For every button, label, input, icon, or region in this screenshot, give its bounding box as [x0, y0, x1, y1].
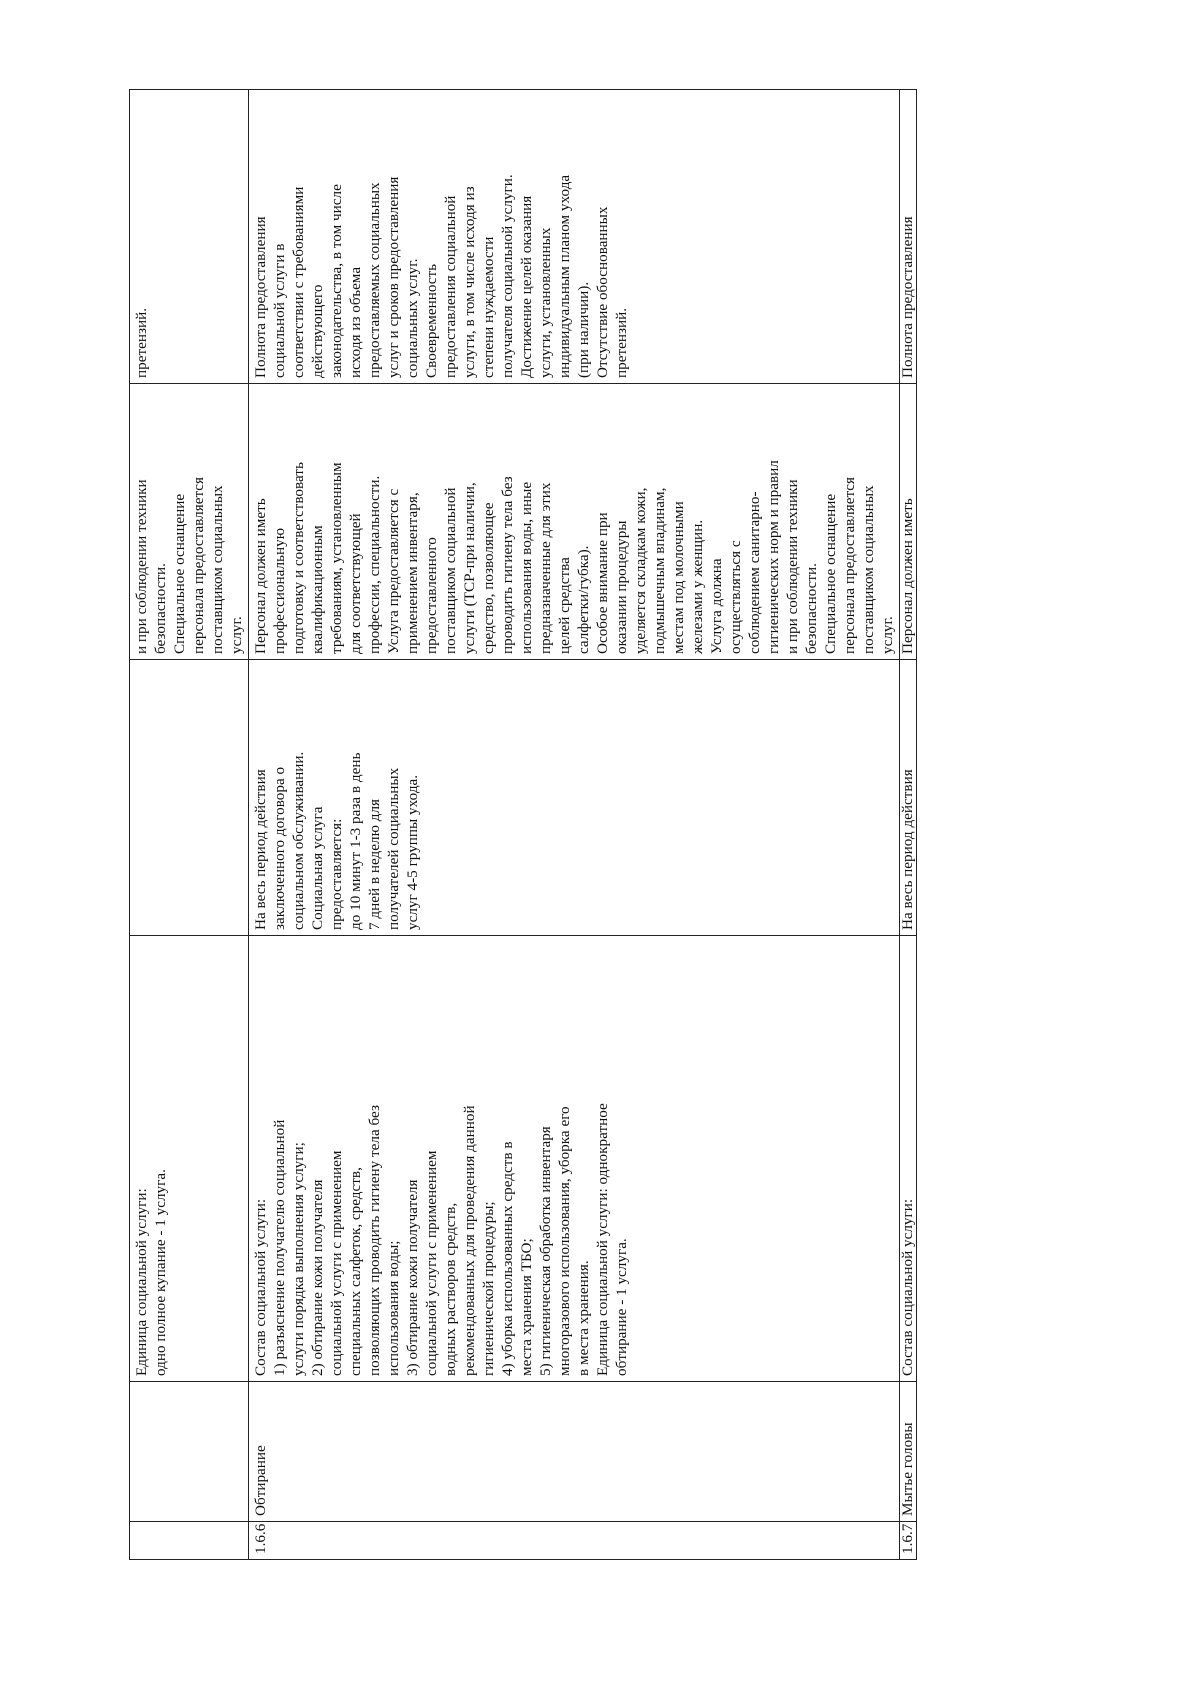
quality-indicators-cell — [130, 384, 249, 660]
row-number: 1.6.6 — [252, 1523, 269, 1554]
cell-text-line: водных растворов средств, — [442, 1202, 459, 1376]
service-content-cell — [900, 936, 917, 1382]
cell-text-line: (при наличии). — [575, 281, 592, 378]
cell-text-line: Отсутствие обоснованных — [594, 206, 611, 378]
rotated-table-sheet — [129, 90, 1087, 1560]
cell-text-line: социальной услуги с применением — [423, 1150, 440, 1376]
cell-text-line: и при соблюдении техники — [784, 479, 801, 654]
cell-text-line: требованиям, установленным — [328, 462, 345, 654]
cell-text-line: На весь период действия — [899, 769, 916, 930]
cell-text-line: Достижение целей оказания — [518, 195, 535, 378]
service-name-cell — [249, 1382, 900, 1522]
cell-text-line: индивидуальным планом ухода — [556, 174, 573, 378]
cell-text-line: рекомендованных для проведения данной — [461, 1105, 478, 1376]
cell-text-line: предоставления социальной — [442, 195, 459, 378]
cell-text-line: действующего — [309, 284, 326, 378]
cell-text-line: 7 дней в неделю для — [366, 798, 383, 930]
cell-text-line: предназначенные для этих — [537, 482, 554, 654]
cell-text-line: услуги (ТСР-при наличии, — [461, 482, 478, 654]
table-row — [900, 90, 917, 1560]
cell-text-line: местам под молочными — [670, 501, 687, 654]
cell-text-line: поставщиком социальных — [860, 485, 877, 654]
cell-text-line: социальном обслуживании. — [290, 751, 307, 930]
cell-text-line: безопасности. — [803, 563, 820, 654]
cell-text-line: безопасности. — [152, 563, 169, 654]
cell-text-line: Персонал должен иметь — [899, 498, 916, 654]
cell-text-line: Особое внимание при — [594, 512, 611, 654]
cell-text-line: социальной услуги с применением — [328, 1150, 345, 1376]
cell-text-line: соблюдением санитарно- — [746, 491, 763, 654]
service-terms-cell — [130, 660, 249, 936]
cell-text-line: места хранения ТБО; — [518, 1238, 535, 1376]
cell-text-line: специальных салфеток, средств, — [347, 1167, 364, 1376]
evaluation-conditions-cell — [130, 90, 249, 384]
cell-text-line: гигиенической процедуры; — [480, 1201, 497, 1376]
cell-text-line: одно полное купание - 1 услуга. — [152, 1169, 169, 1376]
cell-text-line: Услуга должна — [708, 558, 725, 654]
row-number-cell — [900, 1522, 917, 1560]
cell-text-line: 5) гигиеническая обработка инвентаря — [537, 1126, 554, 1376]
table-row — [130, 90, 249, 1560]
cell-text-line: предоставленного — [423, 537, 440, 654]
cell-text-line: уделяется складкам кожи, — [632, 487, 649, 654]
service-content-cell — [249, 936, 900, 1382]
cell-text-line: салфетки/губка). — [575, 545, 592, 654]
row-number-cell — [130, 1522, 249, 1560]
cell-text-line: соответствии с требованиями — [290, 186, 307, 378]
cell-text-line: для соответствующей — [347, 513, 364, 654]
cell-text-line: Полнота предоставления — [899, 216, 916, 378]
cell-text-line: поставщиком социальных — [209, 485, 226, 654]
service-terms-cell — [249, 660, 900, 936]
cell-text-line: исходя из объема — [347, 266, 364, 378]
cell-text-line: проводить гигиену тела без — [499, 476, 516, 654]
cell-text-line: Услуга предоставляется с — [385, 488, 402, 654]
cell-text-line: персонала предоставляется — [190, 476, 207, 654]
cell-text-line: и при соблюдении техники — [133, 479, 150, 654]
cell-text-line: социальных услуг. — [404, 258, 421, 378]
cell-text-line: подготовку и соответствовать — [290, 462, 307, 654]
cell-text-line: средство, позволяющее — [480, 502, 497, 654]
cell-text-line: позволяющих проводить гигиену тела без — [366, 1105, 383, 1376]
cell-text-line: гигиенических норм и правил — [765, 460, 782, 654]
cell-text-line: услуг. — [879, 616, 896, 654]
cell-text-line: до 10 минут 1-3 раза в день — [347, 752, 364, 930]
cell-text-line: целей средства — [556, 557, 573, 654]
cell-text-line: подмышечным впадинам, — [651, 487, 668, 654]
cell-text-line: Единица социальной услуги: однократное — [594, 1103, 611, 1376]
cell-text-line: услуги порядка выполнения услуги; — [290, 1142, 307, 1376]
cell-text-line: социальной услуги в — [271, 243, 288, 378]
table-row — [249, 90, 900, 1560]
cell-text-line: получателя социальной услуги. — [499, 174, 516, 378]
cell-text-line: Специальное оснащение — [171, 493, 188, 654]
evaluation-conditions-cell — [249, 90, 900, 384]
cell-text-line: услуги, установленных — [537, 227, 554, 378]
cell-text-line: На весь период действия — [252, 769, 269, 930]
cell-text-line: применением инвентаря, — [404, 492, 421, 654]
cell-text-line: Специальное оснащение — [822, 493, 839, 654]
cell-text-line: претензий. — [613, 307, 630, 378]
cell-text-line: 2) обтирание кожи получателя — [309, 1179, 326, 1376]
cell-text-line: железами у женщин. — [689, 519, 706, 654]
cell-text-line: многоразового использования, уборка его — [556, 1106, 573, 1376]
cell-text-line: Состав социальной услуги: — [899, 1198, 916, 1376]
cell-text-line: оказании процедуры — [613, 520, 630, 654]
cell-text-line: Единица социальной услуги: — [133, 1188, 150, 1376]
cell-text-line: использования воды, иные — [518, 481, 535, 654]
cell-text-line: получателей социальных — [385, 767, 402, 930]
cell-text-line: обтирание - 1 услуга. — [613, 1238, 630, 1376]
cell-text-line: степени нуждаемости — [480, 236, 497, 378]
cell-text-line: услуг. — [228, 616, 245, 654]
cell-text-line: поставщиком социальной — [442, 487, 459, 654]
service-name: Мытье головы — [899, 1422, 916, 1516]
cell-text-line: 1) разъяснение получателю социальной — [271, 1119, 288, 1376]
cell-text-line: 3) обтирание кожи получателя — [404, 1179, 421, 1376]
cell-text-line: персонала предоставляется — [841, 476, 858, 654]
cell-text-line: услуг и сроков предоставления — [385, 176, 402, 378]
row-number-cell — [249, 1522, 900, 1560]
cell-text-line: услуг 4-5 группы ухода. — [404, 774, 421, 930]
cell-text-line: осуществляться с — [727, 540, 744, 654]
service-content-cell — [130, 936, 249, 1382]
cell-text-line: предоставляемых социальных — [366, 182, 383, 378]
cell-text-line: предоставляется: — [328, 818, 345, 930]
quality-indicators-cell — [900, 384, 917, 660]
cell-text-line: 4) уборка использованных средств в — [499, 1141, 516, 1376]
service-name-cell — [130, 1382, 249, 1522]
services-table — [129, 89, 917, 1560]
cell-text-line: профессиональную — [271, 527, 288, 654]
cell-text-line: претензий. — [133, 307, 150, 378]
quality-indicators-cell — [249, 384, 900, 660]
cell-text-line: в места хранения. — [575, 1260, 592, 1376]
row-number: 1.6.7 — [899, 1523, 916, 1554]
cell-text-line: Персонал должен иметь — [252, 498, 269, 654]
cell-text-line: услуги, в том числе исходя из — [461, 186, 478, 378]
cell-text-line: Полнота предоставления — [252, 216, 269, 378]
cell-text-line: профессии, специальности. — [366, 475, 383, 654]
cell-text-line: использования воды; — [385, 1240, 402, 1376]
cell-text-line: Своевременность — [423, 263, 440, 378]
service-terms-cell — [900, 660, 917, 936]
service-name-cell — [900, 1382, 917, 1522]
cell-text-line: законодательства, в том числе — [328, 184, 345, 378]
evaluation-conditions-cell — [900, 90, 917, 384]
cell-text-line: квалификационным — [309, 525, 326, 654]
service-name: Обтирание — [252, 1445, 269, 1516]
cell-text-line: Состав социальной услуги: — [252, 1198, 269, 1376]
cell-text-line: Социальная услуга — [309, 806, 326, 930]
cell-text-line: заключенного договора о — [271, 766, 288, 930]
